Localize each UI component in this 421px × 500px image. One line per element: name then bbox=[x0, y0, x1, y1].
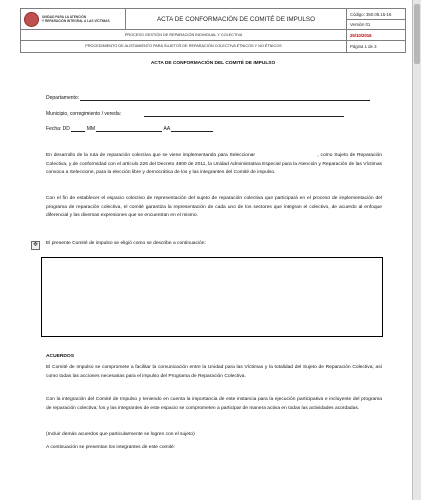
departamento-line[interactable] bbox=[80, 95, 370, 101]
acuerdos-heading: ACUERDOS bbox=[46, 354, 74, 359]
paragraph-integration: Con la integración del Comité de Impulso y teniendo en cuenta la importancia de este instancia para la ejecución participativa e incluyente del programa de reparación colectiva; los y las integrantes de este espacio se comprometen a participar de manera activa en todas las actividades acordadas. bbox=[46, 397, 382, 411]
year-label: AA bbox=[163, 126, 170, 132]
institution-seal-icon bbox=[24, 12, 39, 27]
act-title: ACTA DE CONFORMACIÓN DEL COMITÉ DE IMPULSO bbox=[150, 61, 276, 66]
paragraph-members-intro: A continuación se presentan los integrantes de este comité: bbox=[46, 445, 176, 450]
institution-name: UNIDAD PARA LA ATENCIÓN Y REPARACIÓN INTEGRAL A LAS VÍCTIMAS bbox=[42, 15, 110, 23]
vertical-scrollbar[interactable] bbox=[412, 0, 421, 500]
municipio-line[interactable] bbox=[144, 111, 344, 117]
table-move-handle-icon[interactable]: ✥ bbox=[32, 242, 39, 248]
paragraph-commitment: El Comité de Impulso se compromete a facilitar la comunicación entre la Unidad para las Víctimas y la totalidad del Sujeto de Reparación Colectiva; así como todas las acciones necesarias para el impulso del Programa de Reparación Colectiva. bbox=[46, 365, 382, 379]
year-line[interactable] bbox=[171, 126, 213, 132]
document-title: ACTA DE CONFORMACIÓN DE COMITÉ DE IMPULSO bbox=[126, 9, 347, 30]
election-description-box[interactable] bbox=[41, 257, 383, 337]
day-line[interactable] bbox=[71, 126, 85, 132]
month-label: MM bbox=[86, 126, 96, 132]
municipio-label: Municipio, corregimiento / vereda: bbox=[46, 111, 122, 117]
departamento-label: Departamento: bbox=[46, 95, 80, 101]
document-code: Código: 350.08.15-16 bbox=[347, 9, 406, 20]
paragraph-intro: En desarrollo de la ruta de reparación colectiva que se viene implementando para Seleccionar , como Sujeto de Reparación Colectiva, y de conformidad con el artículo 226 del Decreto 4800 de 2011, la Unidad Administrativa Especial para la Atención y Reparación de las Víctimas convoca a Seleccione, para la elección libre y democrática de los y las integrantes del Comité de impulso. bbox=[46, 153, 382, 176]
process-name: PROCESO GESTIÓN DE REPARACIÓN INDIVIDUAL Y COLECTIVA bbox=[21, 30, 347, 41]
paragraph-other-agreements: (Incluir demás acuerdos que particularmente se logren con el sujeto) bbox=[46, 432, 195, 437]
document-header-table bbox=[20, 8, 406, 53]
document-version: Versión 01 bbox=[347, 20, 406, 30]
fecha-field[interactable] bbox=[46, 126, 213, 132]
logo-cell bbox=[21, 9, 126, 30]
paragraph-election: El presente Comité de impulso se eligió como se describe a continuación: bbox=[46, 241, 206, 246]
municipio-field[interactable] bbox=[46, 111, 344, 117]
document-date: 25/10/2016 bbox=[347, 30, 406, 41]
paragraph-purpose: Con el fin de establecer el espacio colectivo de representación del sujeto de reparación colectiva que participará en el proceso de implementación del programa de reparación colectiva, el comité garantiza la representación de cada uno de los sectores que integran el colectivo, de acuerdo al enfoque diferencial y las diversas expresiones que se encuentran en el mismo. bbox=[46, 196, 382, 219]
departamento-field[interactable] bbox=[46, 95, 370, 101]
scrollbar-thumb[interactable] bbox=[414, 4, 420, 64]
page-number: Página 1 de 3 bbox=[347, 41, 406, 53]
month-line[interactable] bbox=[96, 126, 162, 132]
procedure-name: PROCEDIMIENTO DE ALISTAMIENTO PARA SUJETOS DE REPARACIÓN COLECTIVA ÉTNICOS Y NO ÉTNICOS bbox=[21, 41, 347, 53]
fecha-label: Fecha: DD bbox=[46, 126, 70, 132]
